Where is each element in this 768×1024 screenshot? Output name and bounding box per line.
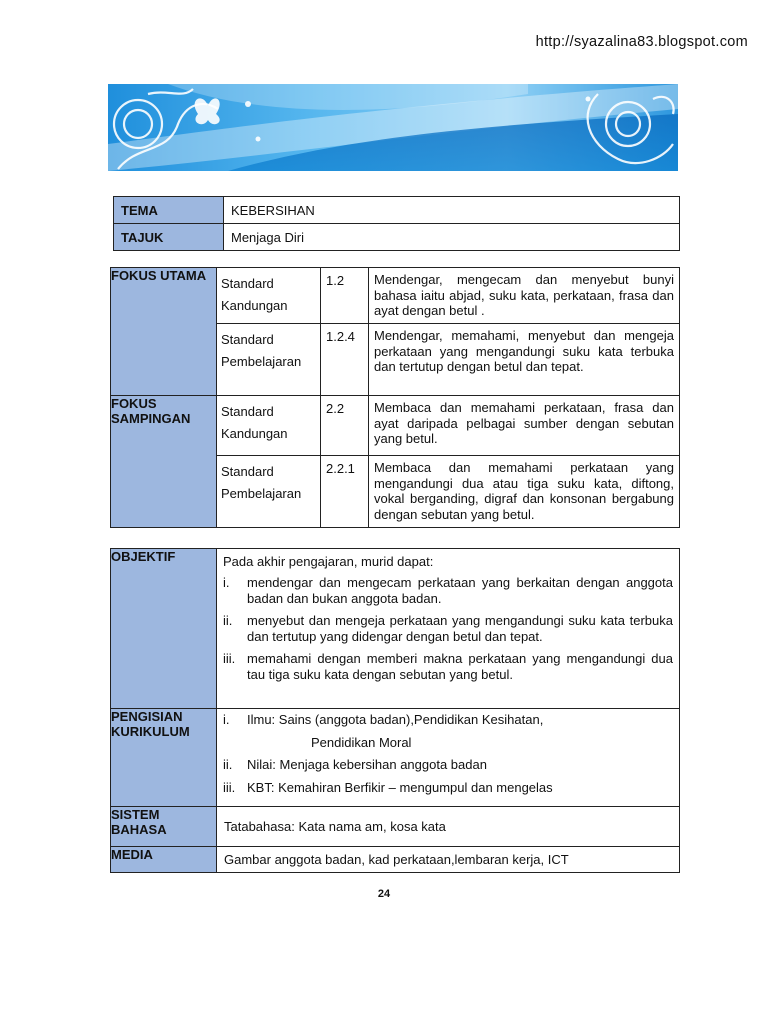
- standard-category: [217, 456, 321, 528]
- category-line: Kandungan: [221, 298, 288, 313]
- language-system-label: SISTEM BAHASA: [111, 807, 217, 847]
- title-row: [114, 224, 680, 251]
- media-value: Gambar anggota badan, kad perkataan,lembaran kerja, ICT: [217, 847, 680, 873]
- theme-table: [113, 196, 680, 251]
- standard-code: 2.2: [321, 396, 369, 456]
- item-text: Nilai: Menjaga kebersihan anggota badan: [247, 757, 487, 772]
- item-text: KBT: Kemahiran Berfikir – mengumpul dan mengelas: [247, 779, 553, 795]
- list-item: [223, 613, 673, 644]
- standard-code: 1.2: [321, 268, 369, 324]
- objective-row: [111, 549, 680, 709]
- category-line: Standard: [221, 332, 274, 347]
- standard-code: 2.2.1: [321, 456, 369, 528]
- title-value: Menjaga Diri: [224, 224, 680, 251]
- item-text: mendengar dan mengecam perkataan yang berkaitan dengan anggota badan dan bukan anggota badan.: [247, 575, 673, 606]
- theme-row: [114, 197, 680, 224]
- curriculum-list: [223, 712, 673, 795]
- objective-intro: Pada akhir pengajaran, murid dapat:: [223, 554, 434, 569]
- item-number: iii.: [223, 651, 236, 666]
- title-label: TAJUK: [114, 224, 224, 251]
- item-text: menyebut dan mengeja perkataan yang mengandungi suku kata terbuka dan tertutup yang didengar dengan betul dan tepat.: [247, 613, 673, 644]
- objective-table: [110, 548, 680, 873]
- theme-label: TEMA: [114, 197, 224, 224]
- standard-code: 1.2.4: [321, 324, 369, 396]
- standard-description: Mendengar, memahami, menyebut dan mengeja perkataan yang mengandungi suku kata terbuka dan tertutup dengan betul dan tepat.: [369, 324, 680, 396]
- curriculum-label: PENGISIAN KURIKULUM: [111, 709, 217, 807]
- curriculum-content: [217, 709, 680, 807]
- list-item: [223, 735, 673, 751]
- standard-category: [217, 396, 321, 456]
- objective-content: [217, 549, 680, 709]
- language-system-value: Tatabahasa: Kata nama am, kosa kata: [217, 807, 680, 847]
- standard-category: [217, 324, 321, 396]
- item-number: ii.: [223, 757, 233, 772]
- list-item: [223, 712, 673, 728]
- language-system-row: [111, 807, 680, 847]
- list-item: [223, 780, 673, 796]
- objective-label: OBJEKTIF: [111, 549, 217, 709]
- focus-secondary-label: FOKUS SAMPINGAN: [111, 396, 217, 528]
- theme-value: KEBERSIHAN: [224, 197, 680, 224]
- item-number: iii.: [223, 779, 236, 795]
- objective-list: [223, 575, 673, 682]
- category-line: Pembelajaran: [221, 486, 302, 501]
- category-line: Pembelajaran: [221, 354, 302, 369]
- item-text: Pendidikan Moral: [311, 734, 412, 750]
- standard-description: Membaca dan memahami perkataan yang mengandungi dua atau tiga suku kata, diftong, vokal berganding, digraf dan konsonan bergabung dengan sebutan yang betul.: [369, 456, 680, 528]
- item-number: ii.: [223, 613, 233, 628]
- category-line: Standard: [221, 276, 274, 291]
- list-item: [223, 575, 673, 606]
- table-row: [111, 396, 680, 456]
- item-number: [223, 735, 247, 751]
- item-text: memahami dengan memberi makna perkataan yang mengandungi dua tau tiga suku kata dengan sebutan yang betul.: [247, 651, 673, 682]
- focus-table: [110, 267, 680, 528]
- decorative-banner: [108, 84, 678, 171]
- item-text: Ilmu: Sains (anggota badan),Pendidikan Kesihatan,: [247, 712, 544, 727]
- item-number: i.: [223, 712, 230, 727]
- item-number: i.: [223, 575, 230, 590]
- page-number: 24: [377, 888, 391, 900]
- media-label: MEDIA: [111, 847, 217, 873]
- category-line: Standard: [221, 464, 274, 479]
- table-row: [111, 268, 680, 324]
- standard-category: [217, 268, 321, 324]
- blog-url[interactable]: http://syazalina83.blogspot.com: [535, 34, 748, 50]
- media-row: [111, 847, 680, 873]
- list-item: [223, 651, 673, 682]
- category-line: Kandungan: [221, 426, 288, 441]
- focus-main-label: FOKUS UTAMA: [111, 268, 217, 396]
- curriculum-row: [111, 709, 680, 807]
- standard-description: Mendengar, mengecam dan menyebut bunyi bahasa iaitu abjad, suku kata, perkataan, frasa dan ayat dengan betul .: [369, 268, 680, 324]
- standard-description: Membaca dan memahami perkataan, frasa dan ayat daripada pelbagai sumber dengan sebutan yang betul.: [369, 396, 680, 456]
- category-line: Standard: [221, 404, 274, 419]
- list-item: [223, 757, 673, 773]
